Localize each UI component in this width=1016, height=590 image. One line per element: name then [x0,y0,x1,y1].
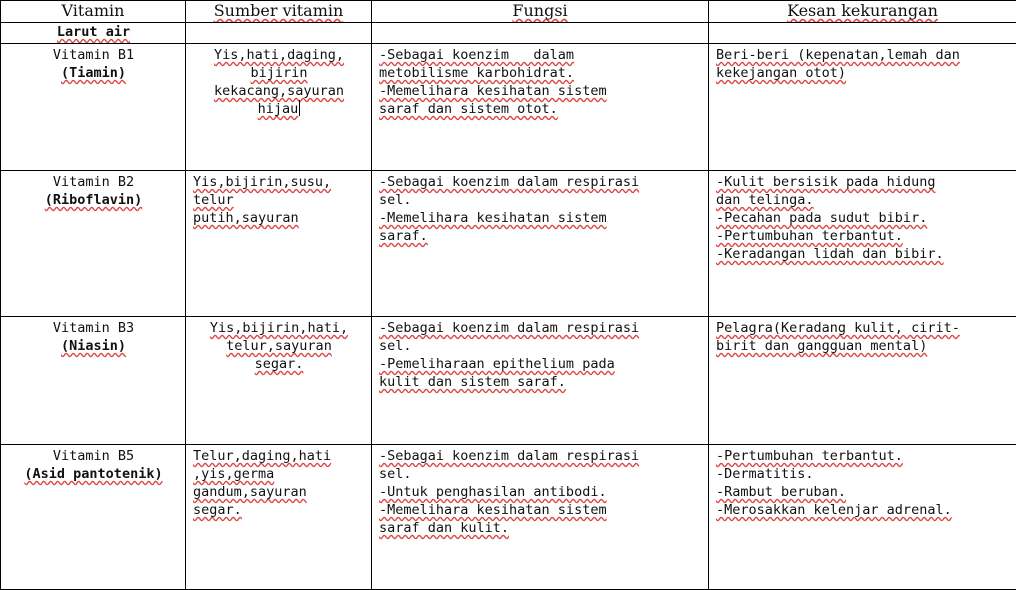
table-row [1,171,1016,317]
kesan-cell[interactable] [709,445,1016,590]
header-fungsi-text: Fungsi [512,1,567,20]
fungsi-line: kulit dan sistem saraf. [379,373,702,391]
sumber-cell[interactable] [186,445,372,590]
sumber-line: telur,sayuran [193,337,365,355]
vitamin-name [8,337,179,355]
fungsi-cell[interactable] [372,44,709,171]
kesan-line: dan telinga. [716,191,1010,209]
sumber-line: Yis,bijirin,hati, [193,319,365,337]
kesan-line: -Keradangan lidah dan bibir. [716,245,1010,263]
fungsi-line: sel. [379,337,702,355]
sumber-cell[interactable] [186,317,372,445]
kesan-cell[interactable] [709,171,1016,317]
table-row [1,445,1016,590]
vitamin-label: Vitamin B2 [8,173,179,191]
kesan-line: -Dermatitis. [716,465,1010,483]
header-fungsi [372,1,709,23]
fungsi-line: -Memelihara kesihatan sistem [379,501,702,519]
kesan-line: -Kulit bersisik pada hidung [716,173,1010,191]
section-empty-cell [372,23,709,44]
vitamin-name-text: (Tiamin) [61,65,126,81]
text-cursor [299,100,300,116]
sumber-line: bijirin [193,64,365,82]
sumber-line: segar. [193,355,365,373]
fungsi-line: -Pemeliharaan epithelium pada [379,355,702,373]
kesan-line: birit dan gangguan mental) [716,337,1010,355]
fungsi-line: -Untuk penghasilan antibodi. [379,483,702,501]
fungsi-cell[interactable] [372,317,709,445]
fungsi-line: saraf. [379,227,702,245]
vitamin-cell [1,445,186,590]
vitamin-cell [1,44,186,171]
sumber-line: Telur,daging,hati [193,447,365,465]
vitamin-label: Vitamin B3 [8,319,179,337]
vitamin-cell [1,171,186,317]
fungsi-line: -Sebagai koenzim dalam respirasi [379,447,702,465]
vitamin-label: Vitamin B5 [8,447,179,465]
fungsi-line: -Sebagai koenzim dalam [379,46,702,64]
kesan-line: -Pertumbuhan terbantut. [716,447,1010,465]
header-sumber-text: Sumber vitamin [214,1,344,20]
sumber-line: Yis,hati,daging, [193,46,365,64]
sumber-line: Yis,bijirin,susu, [193,173,365,191]
kesan-line: kekejangan otot) [716,64,1010,82]
section-empty-cell [186,23,372,44]
vitamin-name [8,465,179,483]
table-row [1,44,1016,171]
section-row [1,23,1016,44]
header-sumber [186,1,372,23]
sumber-line: segar. [193,501,365,519]
header-vitamin: Vitamin [1,1,186,23]
header-kesan [709,1,1016,23]
sumber-line: ,yis,germa [193,465,365,483]
fungsi-line: sel. [379,191,702,209]
kesan-line: Beri-beri (kepenatan,lemah dan [716,46,1010,64]
kesan-line: -Pecahan pada sudut bibir. [716,209,1010,227]
vitamin-name-text: (Niasin) [61,338,126,354]
section-empty-cell [709,23,1016,44]
vitamin-name [8,191,179,209]
fungsi-line: -Memelihara kesihatan sistem [379,209,702,227]
sumber-cell[interactable] [186,44,372,171]
section-label-text: Larut air [57,24,130,40]
fungsi-line: saraf dan sistem otot. [379,100,702,118]
header-kesan-text: Kesan kekurangan [787,1,938,20]
sumber-line: putih,sayuran [193,209,365,227]
kesan-line: -Merosakkan kelenjar adrenal. [716,501,1010,519]
kesan-line: -Rambut beruban. [716,483,1010,501]
fungsi-line: -Sebagai koenzim dalam respirasi [379,319,702,337]
vitamin-label: Vitamin B1 [8,46,179,64]
fungsi-line: -Memelihara kesihatan sistem [379,82,702,100]
sumber-line-with-caret [193,100,365,118]
header-row [1,1,1016,23]
kesan-line: -Pertumbuhan terbantut. [716,227,1010,245]
sumber-line: kekacang,sayuran [193,82,365,100]
kesan-cell[interactable] [709,44,1016,171]
fungsi-line: -Sebagai koenzim dalam respirasi [379,173,702,191]
kesan-cell[interactable] [709,317,1016,445]
vitamin-name [8,64,179,82]
fungsi-cell[interactable] [372,445,709,590]
fungsi-line: metobilisme karbohidrat. [379,64,702,82]
sumber-line: telur [193,191,365,209]
table-row [1,317,1016,445]
sumber-line: gandum,sayuran [193,483,365,501]
vitamin-cell [1,317,186,445]
sumber-line: hijau [258,101,299,117]
vitamin-name-text: (Asid pantotenik) [24,466,162,482]
sumber-cell[interactable] [186,171,372,317]
fungsi-line: saraf dan kulit. [379,519,702,537]
fungsi-line: sel. [379,465,702,483]
kesan-line: Pelagra(Keradang kulit, cirit- [716,319,1010,337]
fungsi-cell[interactable] [372,171,709,317]
section-label [1,23,186,44]
vitamin-name-text: (Riboflavin) [45,192,143,208]
